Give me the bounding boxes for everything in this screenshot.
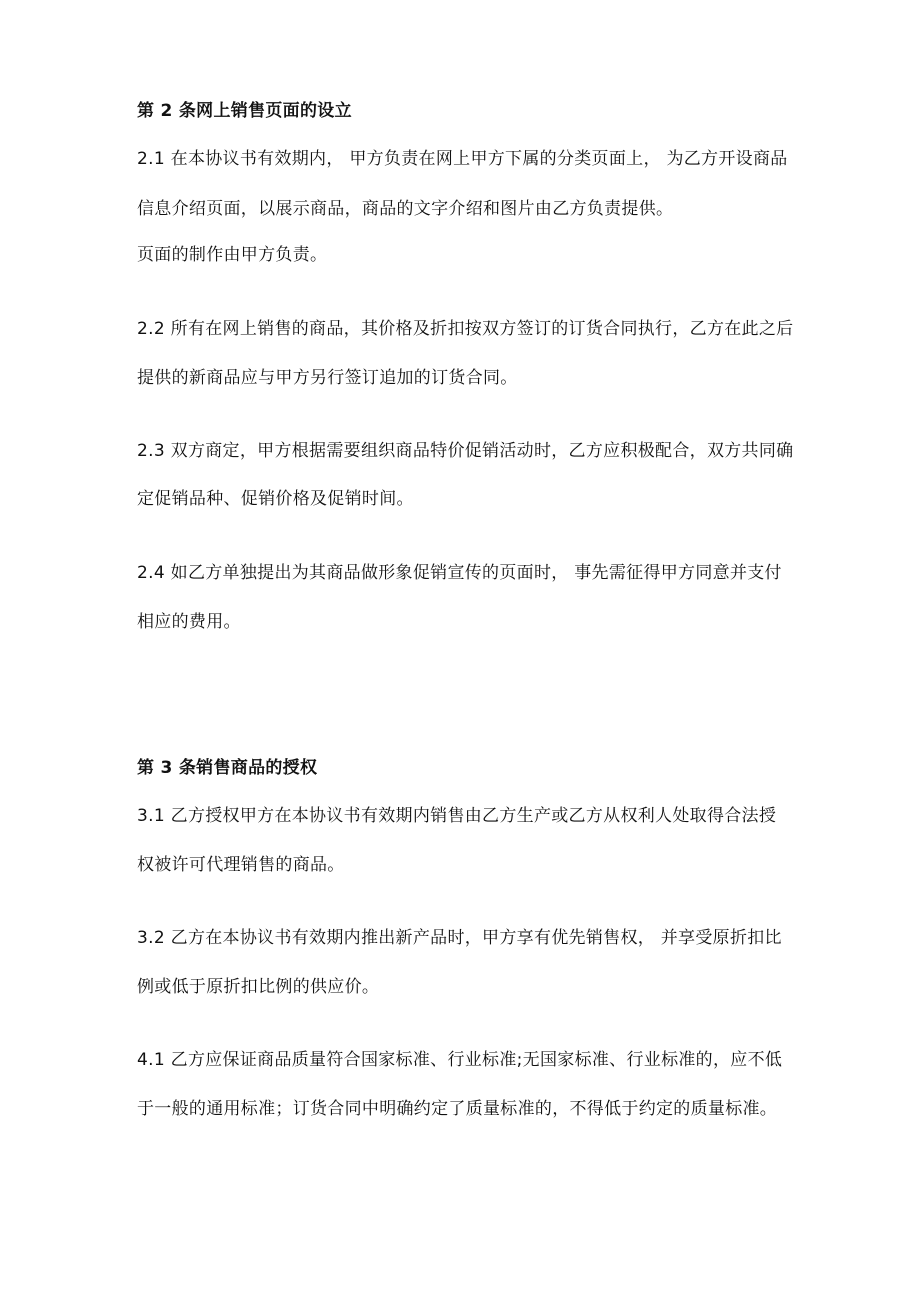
section-2-heading: 第 2 条网上销售页面的设立 xyxy=(137,101,352,121)
clause-2-2-line-2: 提供的新商品应与甲方另行签订追加的订货合同。 xyxy=(137,368,518,388)
clause-4-1-line-2: 于一般的通用标准；订货合同中明确约定了质量标准的，不得低于约定的质量标准。 xyxy=(137,1099,778,1119)
clause-2-3-line-1: 2.3 双方商定，甲方根据需要组织商品特价促销活动时，乙方应积极配合，双方共同确 xyxy=(137,441,794,461)
clause-2-2-line-1: 2.2 所有在网上销售的商品，其价格及折扣按双方签订的订货合同执行，乙方在此之后 xyxy=(137,319,794,339)
clause-4-1-line-1: 4.1 乙方应保证商品质量符合国家标准、行业标准;无国家标准、行业标准的，应不低 xyxy=(137,1050,783,1070)
clause-2-3-line-2: 定促销品种、促销价格及促销时间。 xyxy=(137,489,414,509)
section-3-heading: 第 3 条销售商品的授权 xyxy=(137,758,318,778)
clause-3-2-line-2: 例或低于原折扣比例的供应价。 xyxy=(137,977,380,997)
clause-2-4-line-1: 2.4 如乙方单独提出为其商品做形象促销宣传的页面时， 事先需征得甲方同意并支付 xyxy=(137,563,782,583)
clause-3-1-line-2: 权被许可代理销售的商品。 xyxy=(137,855,345,875)
clause-2-1-line-2: 信息介绍页面，以展示商品，商品的文字介绍和图片由乙方负责提供。 xyxy=(137,199,674,219)
clause-2-1-line-3: 页面的制作由甲方负责。 xyxy=(137,245,328,265)
clause-3-1-line-1: 3.1 乙方授权甲方在本协议书有效期内销售由乙方生产或乙方从权利人处取得合法授 xyxy=(137,806,777,826)
clause-2-1-line-1: 2.1 在本协议书有效期内， 甲方负责在网上甲方下属的分类页面上， 为乙方开设商品 xyxy=(137,149,788,169)
clause-3-2-line-1: 3.2 乙方在本协议书有效期内推出新产品时，甲方享有优先销售权， 并享受原折扣比 xyxy=(137,928,782,948)
clause-2-4-line-2: 相应的费用。 xyxy=(137,612,241,632)
